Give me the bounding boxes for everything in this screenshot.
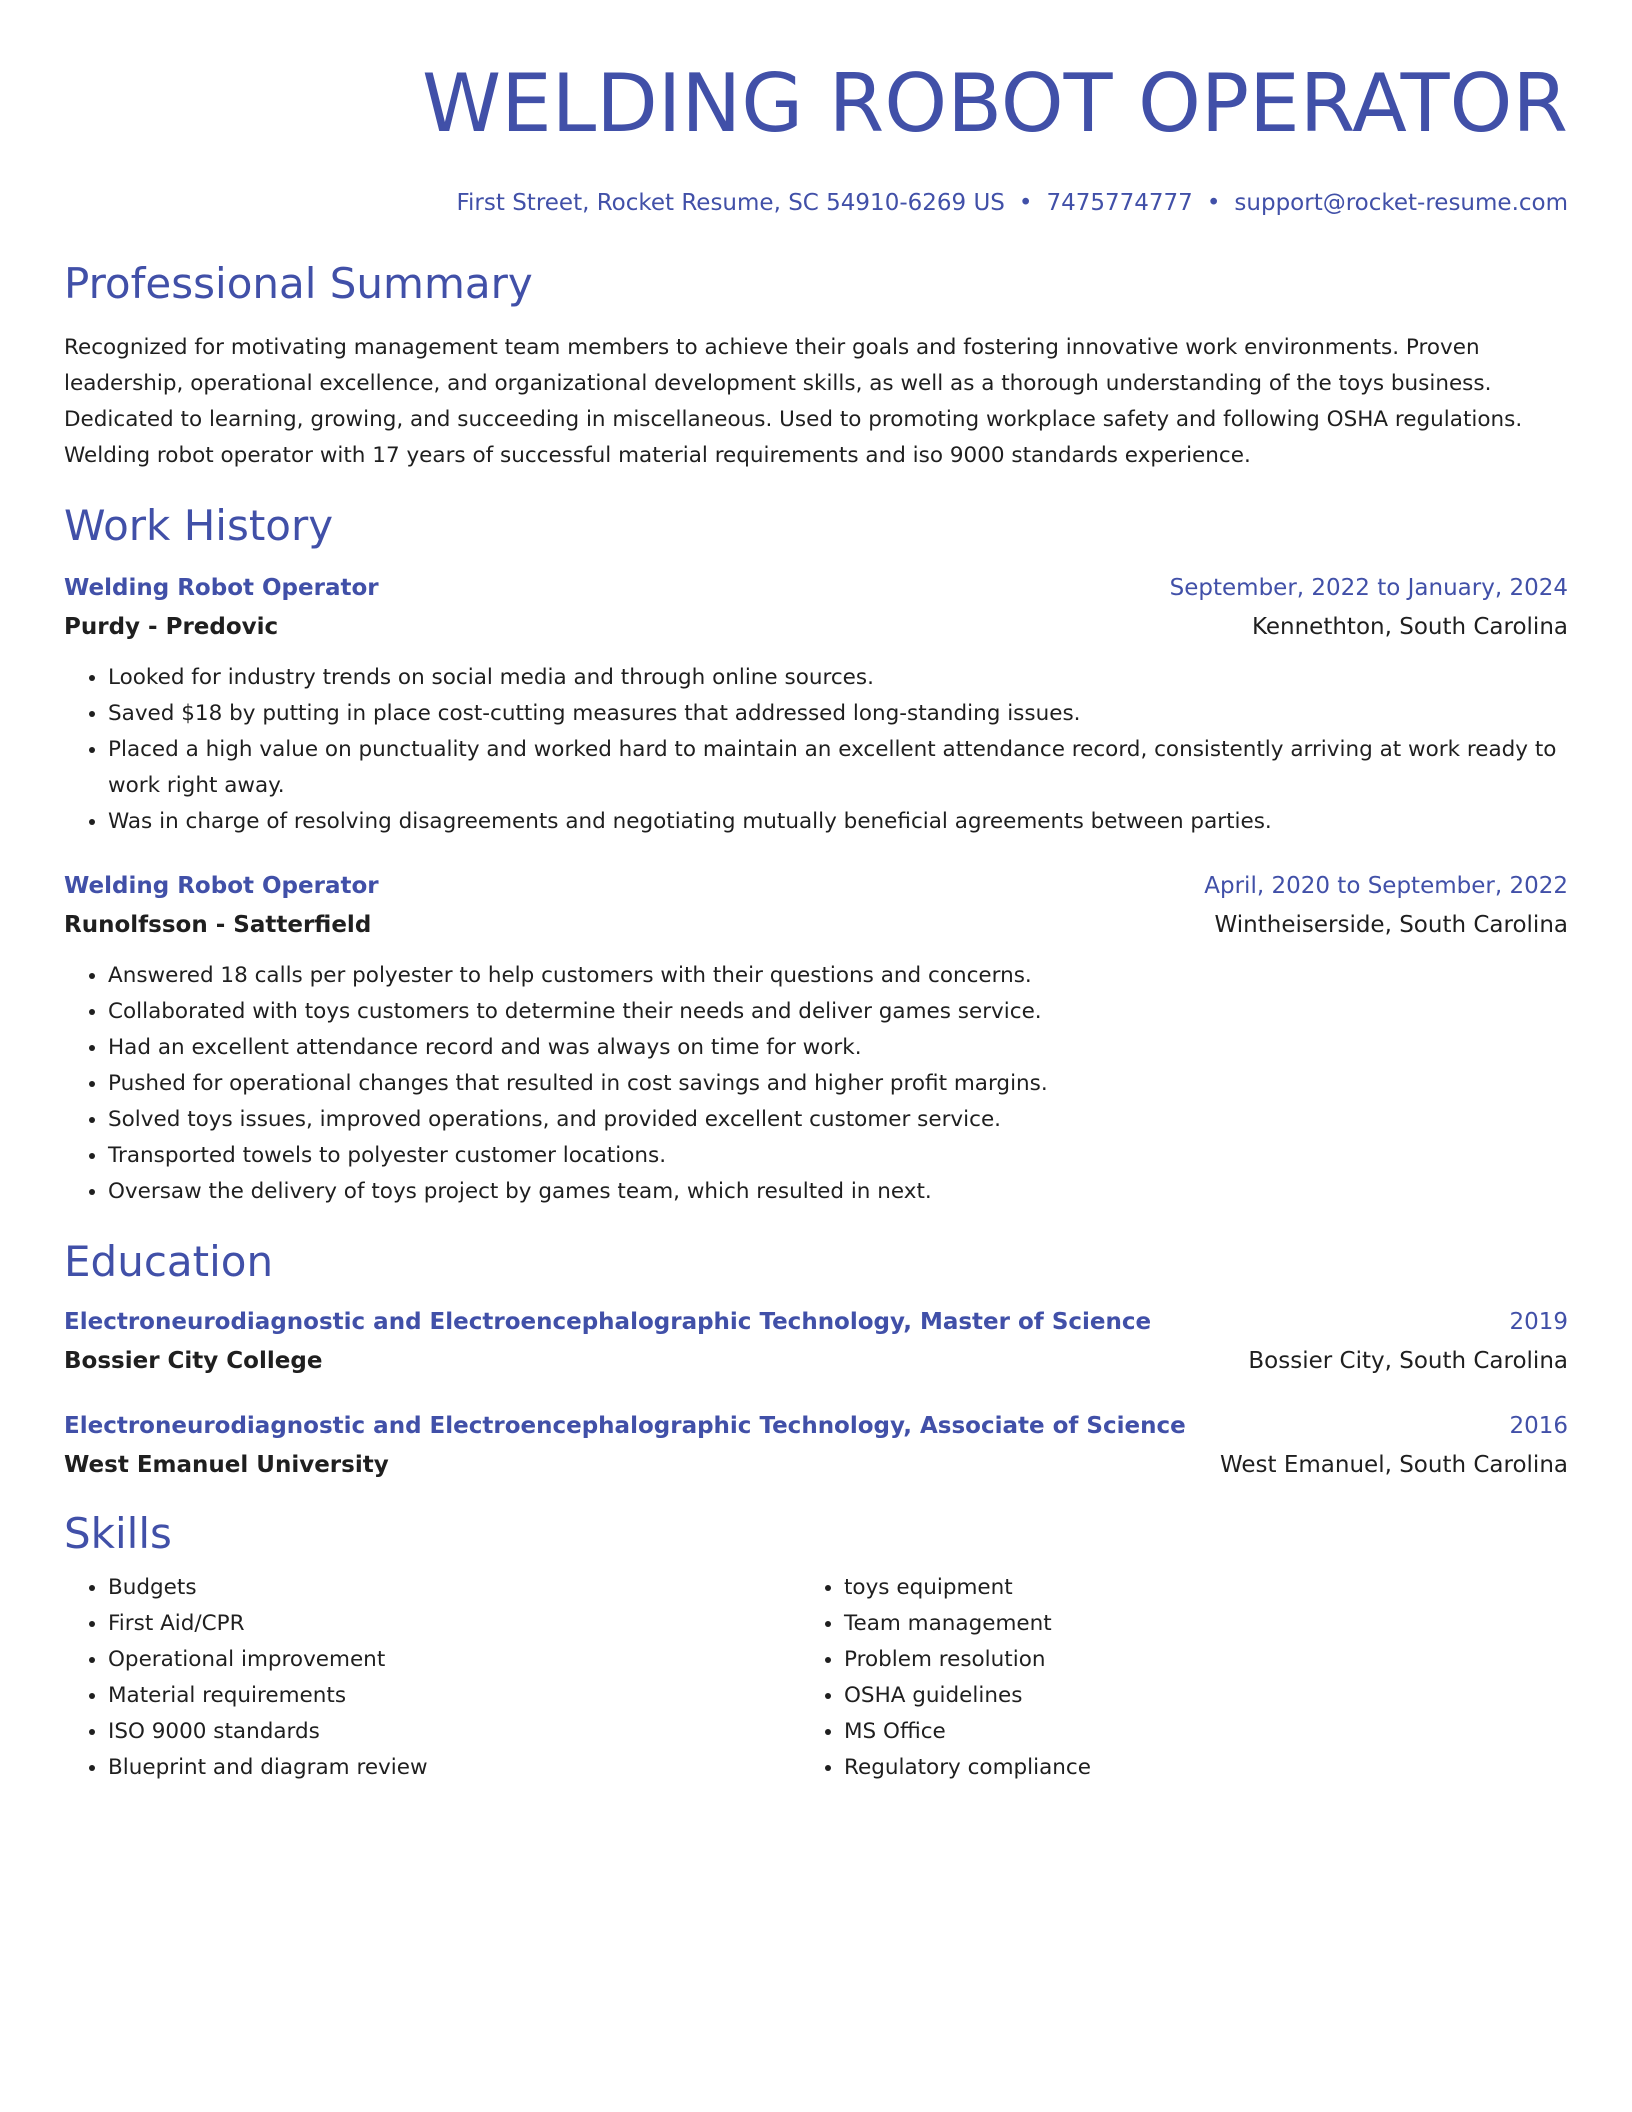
skill-item: • Operational improvement: [108, 1642, 800, 1678]
skill-item: • Problem resolution: [844, 1642, 1536, 1678]
skill-item: • Team management: [844, 1606, 1536, 1642]
job-location: Kennethton, South Carolina: [1251, 614, 1568, 640]
job-bullet: • Oversaw the delivery of toys project by games team, which resulted in next.: [108, 1174, 1568, 1210]
work-entry-header: [64, 568, 1568, 608]
education-school: Bossier City College: [64, 1348, 323, 1374]
education-entry: [64, 1406, 1568, 1484]
skill-item: • ISO 9000 standards: [108, 1714, 800, 1750]
contact-separator: •: [1206, 190, 1221, 216]
skills-column-right: [800, 1570, 1536, 1786]
skills-bullets: [800, 1570, 1536, 1786]
job-bullet: • Answered 18 calls per polyester to help customers with their questions and concerns.: [108, 958, 1568, 994]
education-school: West Emanuel University: [64, 1452, 389, 1478]
section-title-summary: Professional Summary: [64, 259, 533, 308]
job-dates: September, 2022 to January, 2024: [1169, 575, 1568, 601]
skill-item: • Material requirements: [108, 1678, 800, 1714]
job-bullet: • Was in charge of resolving disagreements and negotiating mutually beneficial agreements between parties.: [108, 804, 1568, 840]
resume-title: WELDING ROBOT OPERATOR: [421, 57, 1568, 150]
section-title-skills: Skills: [64, 1509, 172, 1558]
job-title: Welding Robot Operator: [64, 575, 379, 601]
job-location: Wintheiserside, South Carolina: [1214, 912, 1568, 938]
job-bullet: • Looked for industry trends on social media and through online sources.: [108, 660, 1568, 696]
section-title-education: Education: [64, 1237, 274, 1286]
skill-item: • Regulatory compliance: [844, 1750, 1536, 1786]
education-degree: Electroneurodiagnostic and Electroencephalographic Technology, Master of Science: [64, 1309, 1152, 1335]
job-title: Welding Robot Operator: [64, 873, 379, 899]
education-entry-subheader: [64, 1342, 1568, 1380]
summary-text: Recognized for motivating management team members to achieve their goals and fostering innovative work environments. Proven leadership, operational excellence, and organizational development skills, as well as a thorough understanding of the toys business. Dedicated to learning, growing, and succeeding in miscellaneous. Used to promoting workplace safety and following OSHA regulations. Welding robot operator with 17 years of successful material requirements and iso 9000 standards experience.: [64, 335, 1523, 468]
contact-separator: •: [1018, 190, 1033, 216]
education-year: 2016: [1509, 1413, 1568, 1439]
work-entry-subheader: [64, 608, 1568, 646]
job-bullet: • Transported towels to polyester customer locations.: [108, 1138, 1568, 1174]
contact-address: First Street, Rocket Resume, SC 54910-6269 US: [456, 190, 1005, 216]
education-degree: Electroneurodiagnostic and Electroencephalographic Technology, Associate of Science: [64, 1413, 1186, 1439]
job-bullet: • Collaborated with toys customers to determine their needs and deliver games service.: [108, 994, 1568, 1030]
job-company: Runolfsson - Satterfield: [64, 912, 372, 938]
job-bullet: • Had an excellent attendance record and was always on time for work.: [108, 1030, 1568, 1066]
skills-column-left: [64, 1570, 800, 1786]
skills-bullets: [64, 1570, 800, 1786]
skill-item: • First Aid/CPR: [108, 1606, 800, 1642]
education-location: West Emanuel, South Carolina: [1220, 1452, 1568, 1478]
work-entry: [64, 866, 1568, 1210]
education-entry-header: [64, 1302, 1568, 1342]
contact-line: [64, 188, 1568, 218]
job-bullet: • Placed a high value on punctuality and worked hard to maintain an excellent attendance record, consistently arriving at work ready to work right away.: [108, 732, 1568, 804]
skill-item: • Blueprint and diagram review: [108, 1750, 800, 1786]
work-entry-header: [64, 866, 1568, 906]
education-entry-header: [64, 1406, 1568, 1446]
contact-phone: 7475774777: [1046, 190, 1193, 216]
contact-email: support@rocket-resume.com: [1234, 190, 1568, 216]
section-title-work-history: Work History: [64, 501, 334, 550]
skills-list: [64, 1570, 1568, 1786]
skill-item: • MS Office: [844, 1714, 1536, 1750]
education-entry: [64, 1302, 1568, 1380]
job-dates: April, 2020 to September, 2022: [1204, 873, 1568, 899]
education-year: 2019: [1509, 1309, 1568, 1335]
work-entry-subheader: [64, 906, 1568, 944]
skill-item: • OSHA guidelines: [844, 1678, 1536, 1714]
education-entry-subheader: [64, 1446, 1568, 1484]
work-entry: [64, 568, 1568, 840]
skill-item: • Budgets: [108, 1570, 800, 1606]
job-bullet: • Saved $18 by putting in place cost-cutting measures that addressed long-standing issues.: [108, 696, 1568, 732]
job-bullets: [64, 660, 1568, 840]
skill-item: • toys equipment: [844, 1570, 1536, 1606]
job-company: Purdy - Predovic: [64, 614, 279, 640]
job-bullets: [64, 958, 1568, 1210]
education-location: Bossier City, South Carolina: [1248, 1348, 1568, 1374]
job-bullet: • Pushed for operational changes that resulted in cost savings and higher profit margins.: [108, 1066, 1568, 1102]
job-bullet: • Solved toys issues, improved operations, and provided excellent customer service.: [108, 1102, 1568, 1138]
